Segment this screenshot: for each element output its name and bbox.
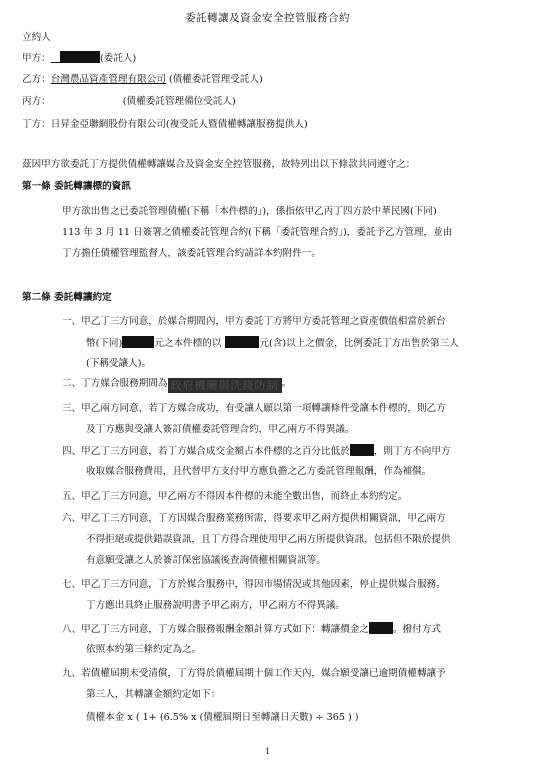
party-c-role: (債權委託管理備位受託人): [122, 96, 236, 107]
redacted-fee-rate: [369, 622, 393, 634]
clause-3-line: 及丁方應與受讓人簽訂債權委託管理合約，甲乙兩方不得異議。: [86, 424, 355, 435]
clause-2: 二、丁方媒合服務期間為 政府機關與洗錢防制 。: [62, 378, 292, 392]
clause-7-line: 七、甲乙丁三方同意，丁方於媒合服務中，得因市場情況或其他因素，停止提供媒合服務。: [62, 579, 446, 590]
clause-1-line: 幣(下同) 元之本件標的以 元(含)以上之價金，比例委託丁方出售於第三人: [86, 338, 459, 349]
redacted-period-watermark: 政府機關與洗錢防制: [168, 378, 282, 393]
parties-heading: 立約人: [22, 32, 51, 43]
party-c-label: 丙方：: [22, 96, 51, 107]
party-a-name-redacted: [51, 53, 100, 64]
party-d: [22, 118, 308, 132]
redacted-amount: [122, 336, 154, 348]
party-a-label: 甲方：: [22, 53, 51, 64]
party-b-name: 台灣農品資產管理有限公司: [50, 74, 166, 85]
party-d-label: 丁方：: [22, 119, 51, 130]
article-1-line: 甲方欲出售之已委託管理債權(下稱「本件標的」)，係指依甲乙丙丁四方於中華民國(下同): [62, 206, 437, 217]
article-1-heading: 第一條 委託轉讓標的資訊: [22, 181, 131, 192]
article-2-heading: 第二條 委託轉讓約定: [22, 292, 112, 303]
party-b-label: 乙方：: [22, 74, 51, 85]
intro-paragraph: 茲因甲方欲委託丁方提供債權轉讓媒合及資金安全控管服務，故特列出以下條款共同遵守之：: [22, 159, 416, 170]
clause-9-line: 九、若債權屆期未受清償，丁方得於債權屆期十個工作天內，媒合願受讓已逾期債權轉讓予: [62, 668, 446, 679]
clause-4-line: 收取媒合服務費用，且代替甲方支付甲方應負擔之乙方委託管理報酬，作為補償。: [86, 466, 432, 477]
clause-3-line: 三、甲乙兩方同意，若丁方媒合成功，有受讓人願以第一項轉讓條件受讓本件標的，則乙方: [62, 403, 446, 414]
clause-8-line: 依照本約第三條約定為之。: [86, 644, 202, 655]
party-d-name: 日昇金亞聯網股份有限公司(複受託人暨債權轉讓服務提供人): [50, 119, 308, 130]
redacted-percentage: [350, 444, 374, 456]
clause-1-line: (下稱受讓人)。: [86, 358, 152, 369]
article-1-line: 丁方擔任債權管理監督人，該委託管理合約請詳本約附件一。: [62, 248, 322, 259]
clause-7-line: 丁方應出具終止服務說明書予甲乙兩方，甲乙兩方不得異議。: [86, 600, 346, 611]
party-a-role: (委託人): [99, 53, 137, 64]
clause-6-line: 六、甲乙丁三方同意，丁方因媒合服務業務所需，得要求甲乙兩方提供相關資訊，甲乙兩方: [62, 513, 446, 524]
party-c: [22, 95, 236, 109]
party-b-role: (債權委託管理受託人): [165, 74, 263, 85]
transfer-formula: 債權本金 x ( 1+ (6.5% x (債權屆期日至轉讓日天數) ÷ 365 ) ): [86, 712, 359, 723]
document-title: 委託轉讓及資金安全控管服務合約: [185, 12, 350, 24]
clause-6-line: 有意願受讓之人於簽訂保密協議後查詢債權相關資訊等。: [86, 555, 326, 566]
clause-4-line: 四、甲乙丁三方同意，若丁方媒合成交金額占本件標的之百分比低於 ，則丁方不向甲方: [62, 446, 451, 457]
clause-8-line: 八、甲乙丁三方同意，丁方媒合服務報酬金額計算方式如下：轉讓價金之 。撥付方式: [62, 624, 441, 635]
party-b: [22, 73, 263, 87]
page-number: 1: [264, 747, 271, 756]
clause-6-line: 不得拒絕或提供錯誤資訊，且丁方得合理使用甲乙兩方所提供資訊，包括但不限於提供: [86, 534, 451, 545]
clause-5: 五、甲乙丁三方同意，甲乙兩方不得因本件標的未能全數出售，而終止本約約定。: [62, 491, 408, 502]
article-1-line: 113 年 3 月 11 日簽署之債權委託管理合約(下稱「委託管理合約」)，委託予乙方管理，並由: [62, 227, 453, 238]
clause-1-line: 一、甲乙丁三方同意，於媒合期間內，甲方委託丁方將甲方委託管理之資產價值相當於新台: [62, 316, 446, 327]
party-a: [22, 51, 136, 66]
redacted-price: [225, 336, 259, 348]
clause-9-line: 第三人，其轉讓金額約定如下：: [86, 689, 221, 700]
